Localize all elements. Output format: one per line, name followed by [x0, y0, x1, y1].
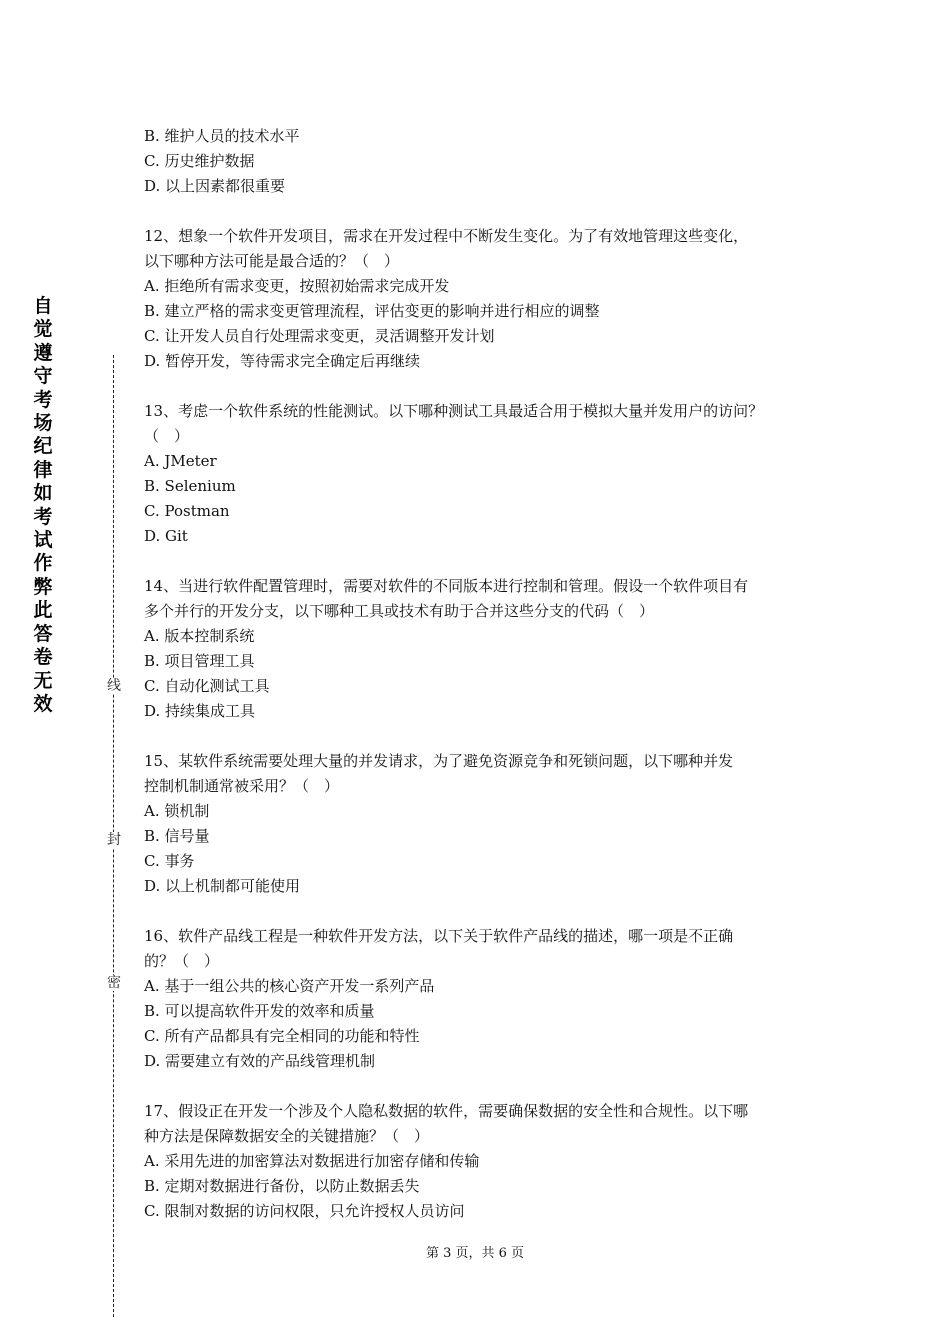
answer-option: C. 所有产品都具有完全相同的功能和特性: [144, 1027, 420, 1045]
question-stem-line: 17、假设正在开发一个涉及个人隐私数据的软件，需要确保数据的安全性和合规性。以下哪: [144, 1102, 749, 1120]
answer-option: C. 自动化测试工具: [144, 677, 270, 695]
answer-option: B. 可以提高软件开发的效率和质量: [144, 1002, 375, 1020]
question-block: [144, 749, 834, 899]
notice-char: 卷: [33, 646, 53, 669]
notice-char: 弊: [33, 575, 53, 598]
answer-option: D. Git: [144, 527, 188, 545]
question-block: [144, 224, 834, 374]
notice-char: 试: [33, 529, 53, 552]
notice-char: 考: [33, 388, 53, 411]
question-stem-line: 多个并行的开发分支，以下哪种工具或技术有助于合并这些分支的代码（ ）: [144, 602, 655, 620]
answer-option: C. 让开发人员自行处理需求变更，灵活调整开发计划: [144, 327, 495, 345]
answer-option: C. Postman: [144, 502, 230, 520]
answer-option: C. 事务: [144, 852, 195, 870]
question-stem-line: 15、某软件系统需要处理大量的并发请求，为了避免资源竞争和死锁问题，以下哪种并发: [144, 752, 734, 770]
binding-margin: [104, 355, 124, 1317]
question-list: [144, 124, 834, 1224]
question-block: [144, 924, 834, 1074]
question-stem-line: 14、当进行软件配置管理时，需要对软件的不同版本进行控制和管理。假设一个软件项目有: [144, 577, 749, 595]
notice-char: 场: [33, 412, 53, 435]
answer-option: B. 项目管理工具: [144, 652, 255, 670]
answer-option: B. 维护人员的技术水平: [144, 127, 300, 145]
question-stem-line: 控制机制通常被采用？（ ）: [144, 777, 340, 795]
page-footer: 第 3 页，共 6 页: [425, 1246, 525, 1261]
answer-option: C. 限制对数据的访问权限，只允许授权人员访问: [144, 1202, 465, 1220]
answer-option: A. JMeter: [144, 452, 217, 470]
notice-char: 自: [33, 295, 53, 317]
question-stem-line: 种方法是保障数据安全的关键措施？（ ）: [144, 1127, 430, 1145]
question-stem-line: 的？（ ）: [144, 952, 220, 970]
answer-option: B. 信号量: [144, 827, 210, 845]
answer-option: A. 版本控制系统: [144, 627, 255, 645]
answer-option: D. 以上因素都很重要: [144, 177, 286, 195]
notice-char: 遵: [33, 341, 53, 364]
notice-char: 守: [33, 365, 53, 388]
answer-option: D. 暂停开发，等待需求完全确定后再继续: [144, 352, 421, 370]
answer-option: D. 需要建立有效的产品线管理机制: [144, 1052, 376, 1070]
answer-option: B. 定期对数据进行备份，以防止数据丢失: [144, 1177, 420, 1195]
answer-option: D. 以上机制都可能使用: [144, 877, 301, 895]
answer-option: A. 锁机制: [144, 802, 210, 820]
question-stem-line: 16、软件产品线工程是一种软件开发方法，以下关于软件产品线的描述，哪一项是不正确: [144, 927, 734, 945]
notice-char: 此: [33, 599, 53, 622]
binding-label-line: 线: [104, 678, 124, 694]
question-stem-line: （ ）: [144, 427, 190, 445]
answer-option: D. 持续集成工具: [144, 702, 256, 720]
question-stem-line: 13、考虑一个软件系统的性能测试。以下哪种测试工具最适合用于模拟大量并发用户的访问？: [144, 402, 764, 420]
notice-char: 考: [33, 505, 53, 528]
notice-char: 如: [33, 482, 53, 505]
answer-option: C. 历史维护数据: [144, 152, 255, 170]
notice-char: 纪: [33, 435, 53, 458]
answer-option: A. 拒绝所有需求变更，按照初始需求完成开发: [144, 277, 450, 295]
question-block: [144, 1099, 834, 1224]
notice-char: 效: [33, 692, 53, 715]
question-stem-line: 以下哪种方法可能是最合适的？（ ）: [144, 252, 400, 270]
binding-label-secret: 密: [104, 975, 124, 991]
exam-discipline-notice: [30, 295, 56, 716]
notice-char: 觉: [33, 318, 53, 341]
answer-option: B. Selenium: [144, 477, 236, 495]
notice-char: 律: [33, 458, 53, 481]
question-block: [144, 124, 834, 199]
question-stem-line: 12、想象一个软件开发项目，需求在开发过程中不断发生变化。为了有效地管理这些变化，: [144, 227, 749, 245]
notice-char: 作: [33, 552, 53, 575]
answer-option: A. 基于一组公共的核心资产开发一系列产品: [144, 977, 435, 995]
answer-option: A. 采用先进的加密算法对数据进行加密存储和传输: [144, 1152, 480, 1170]
question-block: [144, 399, 834, 549]
notice-char: 答: [33, 622, 53, 645]
question-block: [144, 574, 834, 724]
answer-option: B. 建立严格的需求变更管理流程，评估变更的影响并进行相应的调整: [144, 302, 600, 320]
binding-label-seal: 封: [104, 832, 124, 848]
notice-char: 无: [33, 669, 53, 692]
